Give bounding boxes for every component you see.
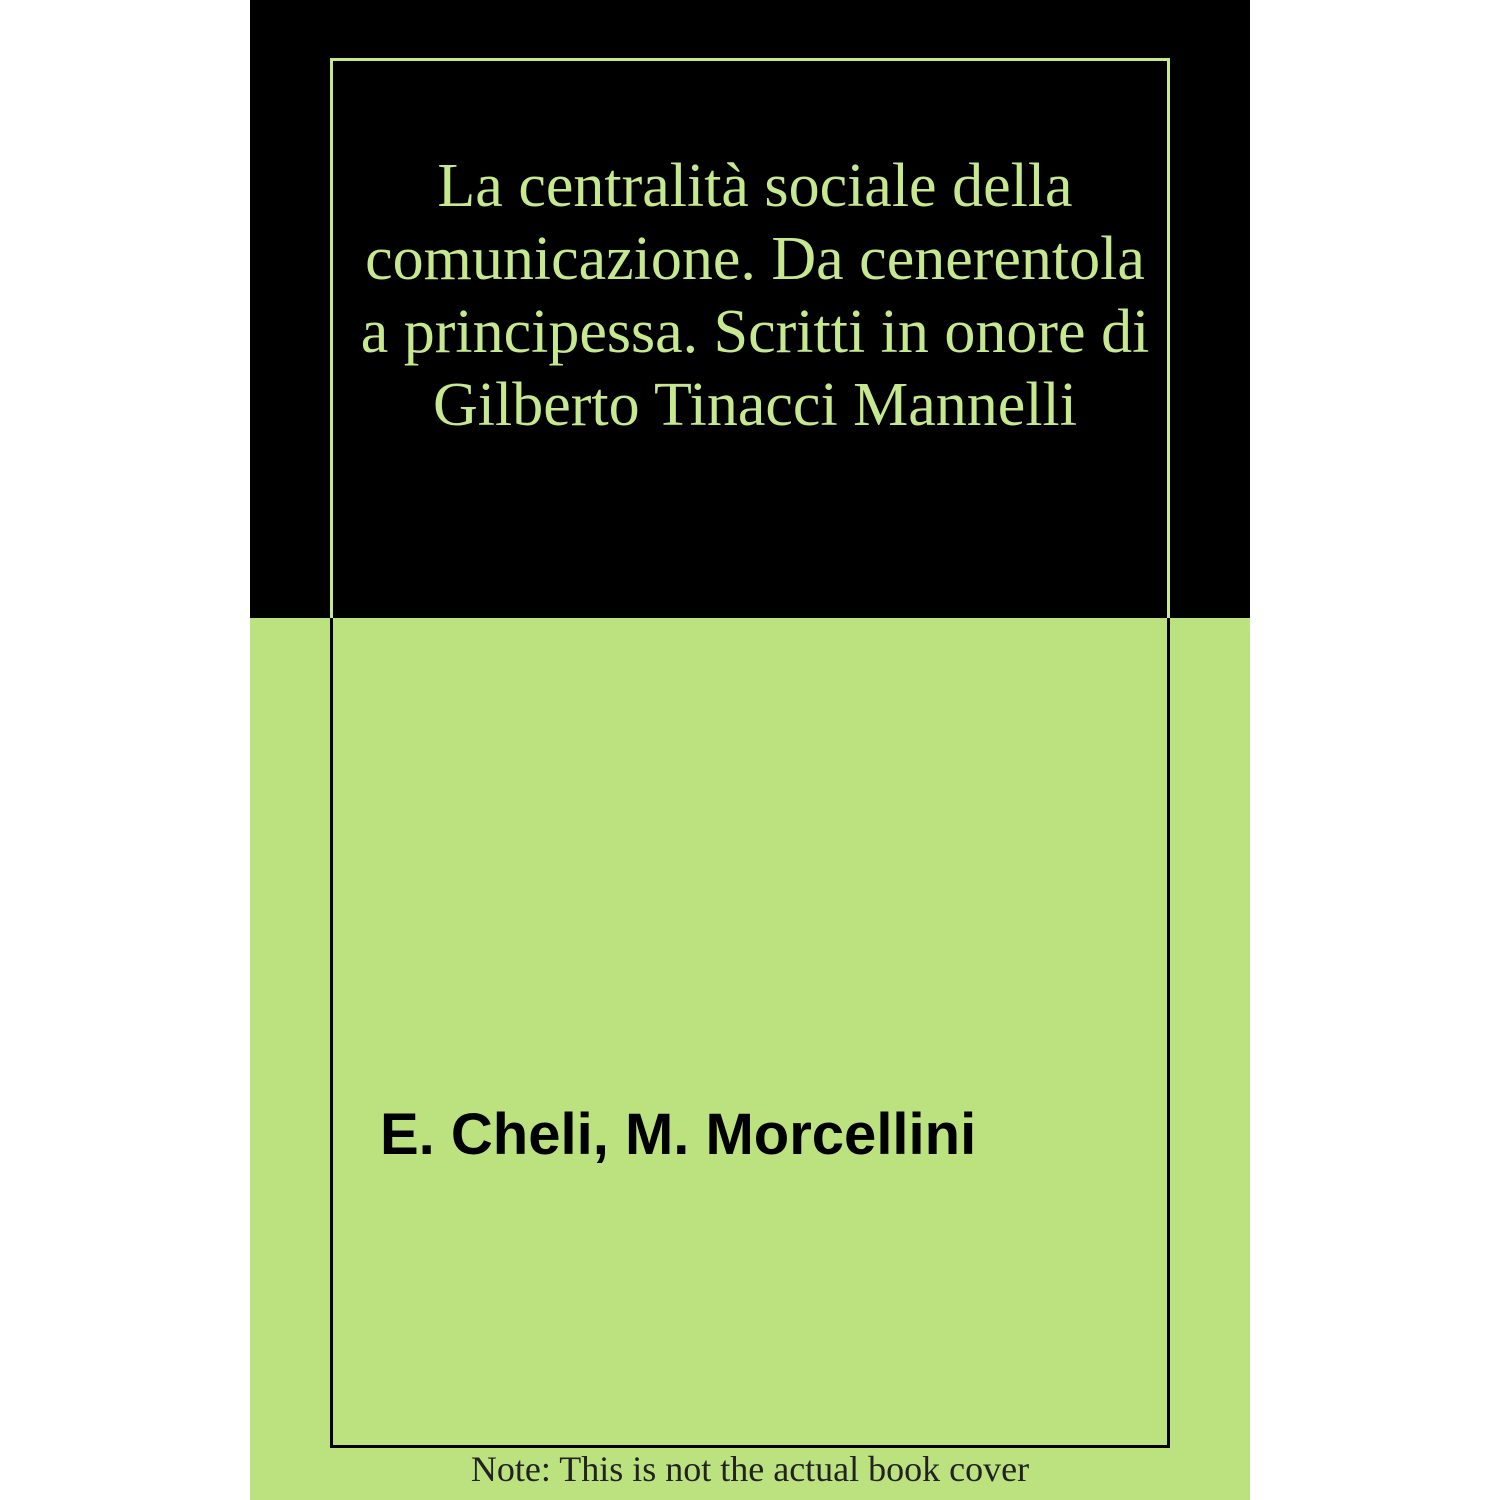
book-cover (250, 0, 1250, 1500)
book-authors: E. Cheli, M. Morcellini (380, 1102, 977, 1167)
cover-disclaimer-note: Note: This is not the actual book cover (470, 1449, 1030, 1489)
book-title: La centralità sociale della comunicazione. Da cenerentola a principessa. Scritti in onore di Gilberto Tinacci Mannelli (360, 152, 1150, 440)
